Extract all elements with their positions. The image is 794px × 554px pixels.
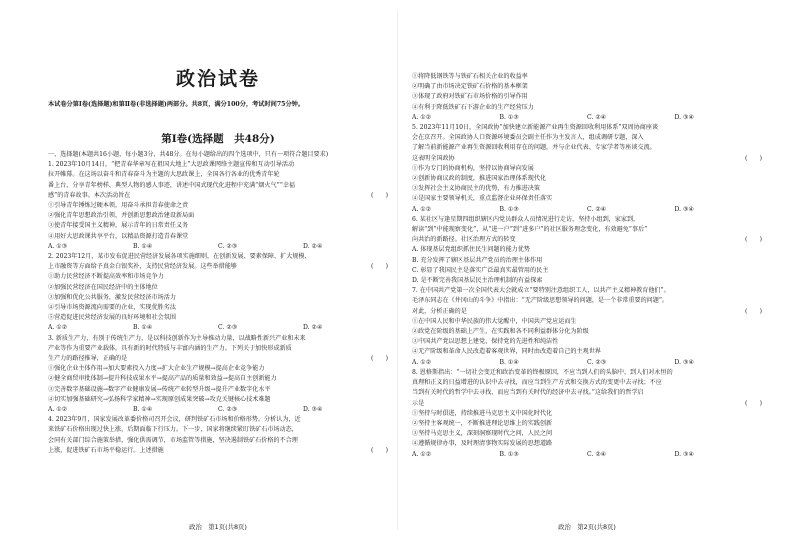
choice-b: B. ①④ [133,324,153,332]
question-1-line: 1. 2023年10月14日，“把青春华章写在祖国大地上”大思政课网络主题宣传和互动引导活动 [48,161,295,169]
question-1-line [48,191,388,201]
question-2-option: ②加强民营经济在国民经济中的主体地位 [48,283,158,291]
question-7-line: 毛泽东同志在《井冈山的斗争》中指出：“无产阶级思想领导的问题，是一个非常重要的问题”。 [412,297,669,305]
question-3-option: ④切实加强基础研究→弘扬科学家精神→实现原创成果突破→攻克关键核心技术难题 [48,395,271,403]
question-6-option: D. 是不断完善我国基层民主治理机制的有益探索 [412,277,543,285]
question-5-option: ②创新协商议政的制度，推进国家治理体系现代化 [412,175,547,183]
question-8-line: 当到有关时代的哲学中去寻找，而应当到有关时代的经济中去寻找。”这给我们的哲学启 [412,389,644,397]
question-3-line: 产业等作为重要产业载体，具有新的时代特质与丰富内涵的生产力。下列关于加快形成新质 [48,344,292,352]
question-7-option: ②政党在阶级的基础上产生，在实践和各不同利益群体分化为阶级 [412,328,589,336]
choice-b: B. ①③ [499,450,519,458]
question-1-line: 番上台、分享青年榜样、典型人物的感人事迹，讲述中国式现代化进程中充满“烟火气”“幸福 [48,181,296,189]
question-6-line [412,235,762,245]
question-5-line: 会在京召开。全国政协人口资源环境委员会副主任作为主发言人，组成调研专题，深入 [412,134,644,142]
question-5-line: 了解当前新能源产业再生资源回收利用存在的问题，并与企业代表、专家学者等座谈交流。 [412,144,656,152]
question-8-option: ①坚持与时俱进，持续推进马克思主义中国化时代化 [412,409,553,417]
choice-a: A. ①③ [48,242,68,250]
question-4-line: 来铁矿石价格出现过快上涨，后期面临下行压力。下一步，国家将继续紧盯铁矿石市场动态， [48,426,298,434]
choice-d: D. ③④ [674,358,694,366]
choice-c: C. ②③ [587,358,607,366]
question-4-option: ①将降低钢铁等与铁矿石相关企业的收益率 [412,73,528,80]
question-8-stem-end: 示是 [412,399,425,407]
choice-a: A. ①② [412,205,432,213]
question-5-choices [412,205,762,215]
question-7-line: 7. 在中国共产党第一次全国代表大会就成立“要特别注意组织工人，以共产主义精神教育他们”。 [412,287,670,295]
question-2-option: ⑤营造促进民营经济发展的良好环境和社会氛围 [48,314,176,322]
question-8-choices [412,450,762,460]
question-6-line: 解读“到”中能现察变化”，从“进一户”到“进多户”的社区服务理念变化，有效避免“事后” [412,226,648,234]
question-3-line [48,354,388,364]
choice-c: C. ②④ [587,205,607,213]
question-3-option: ②健全商贸审批体制→提升科技成果水平→提高产品的质量和效益→提高自主创新能力 [48,375,277,383]
choice-c: C. ②③ [218,324,238,332]
question-4-line: 4. 2023年9月，国家发展改革委价格司召开会议，研判铁矿石市场和价格形势。分析认为，近 [48,416,301,424]
choice-a: A. ①② [412,450,432,458]
question-7-option: ③中国共产党以思想上建党，保持党的先进性和纯洁性 [412,338,559,346]
choice-b: B. ①④ [133,406,153,414]
question-5 [412,123,762,215]
question-4-option: ④有利于降低铁矿石下游企业的生产经营压力 [412,103,534,111]
question-3-line: 3. 新质生产力，有别于传统生产力，是以科技创新作为主导推动力量，以战略性新兴产业和未来 [48,334,306,342]
exam-intro: 本试卷分第Ⅰ卷(选择题)和第Ⅱ卷(非选择题)两部分。共8页，满分100分，考试时间75分钟。 [48,101,305,108]
question-8-option: ③坚持马克思主义，深刻洞察现时代之问，人民之问 [412,430,553,438]
choice-a: A. ①② [48,324,68,332]
exam-title: 政治试卷 [175,68,260,90]
question-5-stem-end: 这表明全国政协 [412,154,455,162]
question-1-option: ①引导青年锤炼过硬本领，用奋斗承担青春使命之责 [48,202,189,210]
question-2-choices [48,323,388,333]
page-2-content [412,72,762,460]
question-1-choices [48,242,388,252]
question-7-line [412,307,762,317]
question-6-stem-end: 向共治的新路径。社区治理方式的转变 [412,236,516,244]
choice-c: C. ②③ [218,406,238,414]
question-2-line: 2. 2023年12月，某市发布促进民营经济发展各项实施细则，在创新发展、要素保障、扩大规模、 [48,253,311,261]
question-3-stem-end: 生产力的路径推导，正确的是 [48,355,128,363]
question-8-line [412,399,762,409]
choice-a: A. ①② [412,358,432,366]
question-2-option: ①助力民营经济不断提高效率和市场竞争力 [48,273,164,281]
question-8-option: ④遵循规律办事，及时理清事物实际发展的思想道路 [412,440,553,448]
question-1-stem-end: 感”的青春故事。本次活动旨在 [48,191,131,199]
question-2-option: ③加强和优化公共服务，激发民营经济市场活力 [48,293,176,301]
choice-b: B. ①③ [499,205,519,213]
answer-parentheses: ( ) [745,154,762,162]
question-8-line: 真理和正义的日益增进的认识中去寻找，而应当到生产方式和交换方式的变更中去寻找；不应 [412,379,662,387]
question-4-option: ②明确了由市场决定铁矿石价格的基本框架 [412,83,528,91]
choice-d: D. ②④ [303,242,323,250]
question-6-option: C. 彰显了我国民主是落实广泛最真实最管用的民主 [412,266,549,274]
question-3-option: ③完善数字基础设施→数字产业健康发展→传统产业转型升级→提升产业数字化水平 [48,385,271,393]
answer-parentheses: ( ) [745,399,762,407]
part-1-heading: 第Ⅰ卷(选择题 共48分) [161,133,275,145]
question-8 [412,368,762,460]
choice-d: D. ③④ [674,450,694,458]
answer-parentheses: ( ) [371,263,388,271]
question-4-choices [412,113,762,123]
answer-parentheses: ( ) [745,236,762,244]
question-3-option: ①强化企业主体作用→加大要素投入力度→扩大企业生产规模→提高企业竞争能力 [48,365,265,373]
question-6-option: B. 充分发挥了辖区基层共产党员的治理主体作用 [412,256,543,264]
answer-parentheses: ( ) [371,446,388,454]
question-4 [48,415,388,456]
question-5-option: ①作为专门的协商机构，坚持以协商导向发展 [412,164,534,172]
choice-b: B. ①③ [499,113,519,121]
choice-a: A. ①② [412,113,432,121]
answer-parentheses: ( ) [371,355,388,363]
question-2-line [48,262,388,272]
question-4-line: 会同有关部门综合施策举措，强化供需调节，市场监管等措施，坚决遏制铁矿石价格的不合理 [48,436,298,444]
section-1-instructions: 一、选择题(本题共16小题，每小题3分，共48分。在每小题给出的四个选项中，只有一项符合题目要求) [48,151,329,158]
page-divider [397,10,398,530]
choice-b: B. ①④ [499,358,519,366]
question-5-line [412,154,762,164]
question-8-line: 8. 恩格斯指出：“一切社会变迁和政治变革的终极原因，不应当到人们的头脑中，到人们对永恒的 [412,368,673,376]
choice-c: C. ②④ [587,113,607,121]
choice-c: C. ②③ [218,242,238,250]
question-8-option: ②坚持主客观统一，不断推进理论思维上的实践创新 [412,419,553,427]
page-2-footer: 政治 第2页(共8页) [558,523,616,531]
question-6 [412,215,762,286]
choice-b: B. ①④ [133,242,153,250]
question-1 [48,160,388,252]
question-6-line: 6. 某社区与逢星期四组织辖区内党员群众人员情况进行走访，坚持小组到，家家到， [412,215,640,223]
question-7-option: ④无产阶级和革命人民改造着客观世界，同时由改造着自己的主观世界 [412,348,601,356]
question-2-stem-end: 上市融资等方面给予真金白银奖补，支持民营经济发展。这些举措能够 [48,263,237,271]
page-1-content [48,150,388,456]
question-4-option: ③体现了政府对铁矿石市场价格的引导作用 [412,93,528,101]
question-1-option: ②强化青年思想政治引领，并创新思想政治建设新局面 [48,212,195,220]
question-1-option: ③使青年接受国主义精神，展示青年的日常责任义务 [48,222,189,230]
choice-d: D. ③④ [674,113,694,121]
question-4-stem-end: 上涨，促进铁矿石市场平稳运行。上述措施 [48,446,164,454]
question-3 [48,334,388,416]
choice-a: A. ①② [48,406,68,414]
question-1-line: 拉开帷幕。在这场以奋斗和青春奋斗为主题的大思政课上，全国各行各业的优秀青年轮 [48,171,280,179]
question-5-option: ④是国家主要领导机关，重点监督企业环保责任落实 [412,195,553,203]
question-2-option: ④引导市场资源流向需要的企业，实现优胜劣汰 [48,304,176,312]
question-7-option: ①在中国人民和中华民族的伟大觉醒中，中国共产党应运而生 [412,317,577,325]
answer-parentheses: ( ) [745,307,762,315]
question-1-option: ④用好大思政课共享平台，以精品资源打造青春课堂 [48,232,189,240]
question-7-choices [412,358,762,368]
question-5-option: ③发挥社会主义协商民主的优势，有力推进决策 [412,185,540,193]
question-2 [48,252,388,334]
choice-c: C. ②④ [587,450,607,458]
choice-d: D. ②④ [303,324,323,332]
choice-d: D. ③④ [303,406,323,414]
question-7-stem-end: 对此，分析正确的是 [412,307,467,315]
question-7 [412,286,762,368]
question-6-option: A. 体现基层党组织抓住民生问题的能力优势 [412,246,530,254]
question-5-line: 5. 2023年11月10日，全国政协“加快建立新能源产业再生资源回收利用体系”双周协商座谈 [412,124,659,132]
question-4-continued [412,72,762,123]
page-1-footer: 政治 第1页(共8页) [189,523,247,531]
question-4-line [48,446,388,456]
choice-d: D. ③④ [674,205,694,213]
answer-parentheses: ( ) [371,191,388,199]
question-3-choices [48,405,388,415]
